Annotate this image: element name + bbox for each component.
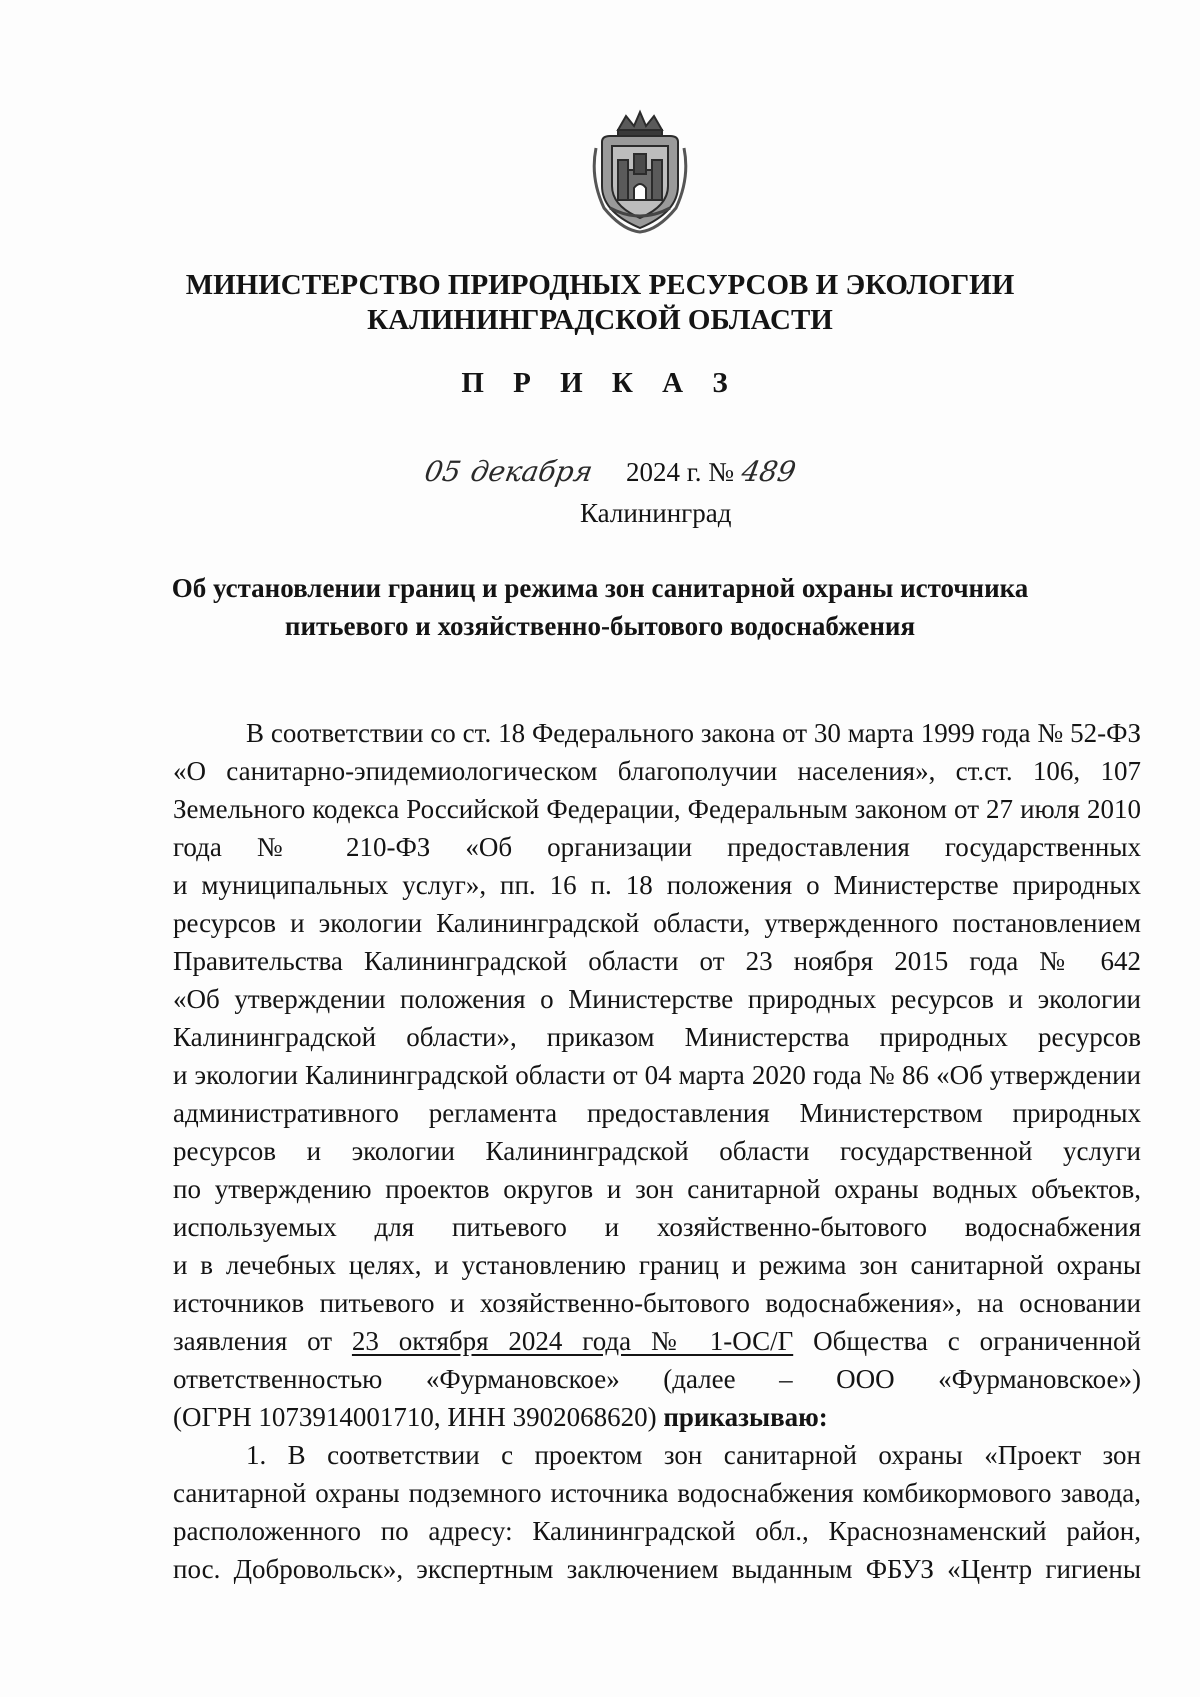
handwritten-order-number: 489 (739, 455, 799, 488)
ministry-heading-line2: КАЛИНИНГРАДСКОЙ ОБЛАСТИ (367, 304, 833, 336)
body-line: ресурсов и экологии Калининградской области государственной услуги (173, 1136, 1141, 1166)
application-suffix: Общества с ограниченной (813, 1326, 1142, 1356)
date-line (422, 455, 799, 495)
order-directive: приказываю: (663, 1402, 828, 1432)
body-line: используемых для питьевого и хозяйственно-бытового водоснабжения (173, 1212, 1141, 1242)
body-line: Калининградской области», приказом Министерства природных ресурсов (173, 1022, 1141, 1052)
body-line: и муниципальных услуг», пп. 16 п. 18 положения о Министерстве природных (173, 870, 1141, 900)
item-line: пос. Добровольск», экспертным заключением выданным ФБУЗ «Центр гигиены (173, 1554, 1141, 1584)
body-line: Правительства Калининградской области от 23 ноября 2015 года № 642 (173, 946, 1141, 976)
body-line: источников питьевого и хозяйственно-бытового водоснабжения», на основании (173, 1288, 1141, 1318)
body-line-decision (173, 1398, 1141, 1436)
coat-of-arms-emblem (588, 108, 692, 234)
document-type: П Р И К А З (461, 367, 739, 399)
body-line: Земельного кодекса Российской Федерации, Федеральным законом от 27 июля 2010 (173, 794, 1141, 824)
item-line: 1. В соответствии с проектом зон санитарной охраны «Проект зон (246, 1440, 1141, 1470)
application-prefix: заявления от (173, 1326, 333, 1356)
item-line: санитарной охраны подземного источника водоснабжения комбикормового завода, (173, 1478, 1141, 1508)
body-line: ресурсов и экологии Калининградской области, утвержденного постановлением (173, 908, 1141, 938)
order-title-line1: Об установлении границ и режима зон санитарной охраны источника (171, 573, 1029, 603)
company-registration: (ОГРН 1073914001710, ИНН 3902068620) (173, 1402, 657, 1432)
application-reference: 23 октября 2024 года № 1-ОС/Г (351, 1326, 794, 1356)
body-line: В соответствии со ст. 18 Федерального закона от 30 марта 1999 года № 52-ФЗ (246, 718, 1141, 748)
order-body (173, 714, 1141, 1588)
city: Калининград (580, 498, 732, 528)
ministry-heading (100, 268, 1100, 338)
body-line: по утверждению проектов округов и зон санитарной охраны водных объектов, (173, 1174, 1141, 1204)
ministry-heading-line1: МИНИСТЕРСТВО ПРИРОДНЫХ РЕСУРСОВ И ЭКОЛОГИИ (185, 269, 1015, 301)
body-line: административного регламента предоставления Министерством природных (173, 1098, 1141, 1128)
body-line: и в лечебных целях, и установлению границ и режима зон санитарной охраны (173, 1250, 1141, 1280)
handwritten-day: 05 (422, 455, 464, 488)
body-line: ответственностью «Фурмановское» (далее – ООО «Фурмановское») (173, 1364, 1141, 1394)
year-and-number-label: 2024 г. № (625, 457, 734, 487)
body-line: года № 210-ФЗ «Об организации предоставления государственных (173, 832, 1141, 862)
body-line-application (173, 1322, 1141, 1360)
handwritten-month: декабря (467, 455, 595, 488)
body-line: «О санитарно-эпидемиологическом благополучии населения», ст.ст. 106, 107 (173, 756, 1141, 786)
body-line: «Об утверждении положения о Министерстве природных ресурсов и экологии (173, 984, 1141, 1014)
order-title (110, 569, 1090, 645)
body-line: и экологии Калининградской области от 04 марта 2020 года № 86 «Об утверждении (173, 1060, 1141, 1090)
order-title-line2: питьевого и хозяйственно-бытового водоснабжения (284, 611, 916, 641)
item-line: расположенного по адресу: Калининградской обл., Краснознаменский район, (173, 1516, 1141, 1546)
